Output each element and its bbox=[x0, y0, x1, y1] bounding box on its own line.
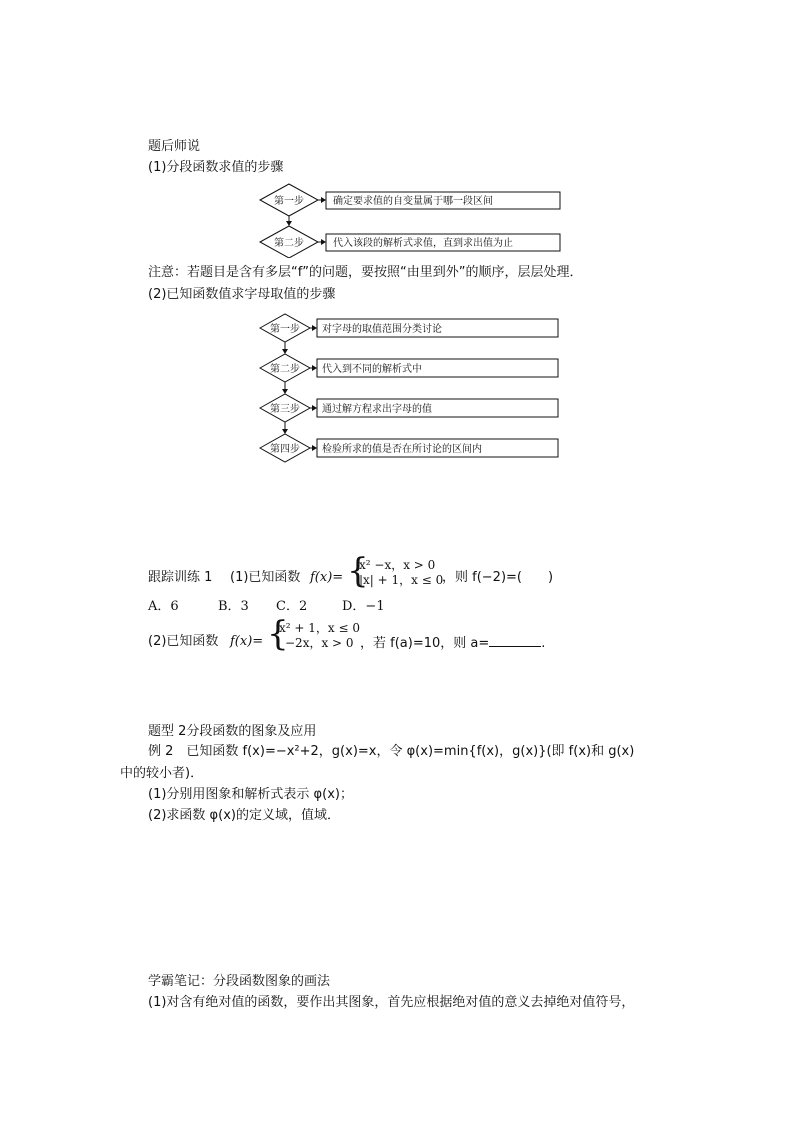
practice-q2-condition: ，若 f(a)=10，则 a= bbox=[360, 636, 490, 651]
practice-label: 跟踪训练 1 bbox=[148, 570, 213, 585]
notes-line-1: (1)对含有绝对值的函数，要作出其图象，首先应根据绝对值的意义去掉绝对值符号， bbox=[148, 995, 635, 1010]
section-heading: 题后师说 bbox=[148, 139, 201, 154]
flow2-step-text: 通过解方程求出字母的值 bbox=[322, 404, 432, 415]
flow1-step-2 bbox=[260, 226, 560, 258]
brace-icon: { bbox=[347, 551, 369, 591]
example-line-2: 中的较小者)． bbox=[120, 766, 204, 781]
note-text: 注意：若题目是含有多层“f”的问题，要按照“由里到外”的顺序，层层处理． bbox=[148, 265, 583, 280]
answer-blank[interactable] bbox=[489, 634, 541, 647]
flowchart-solve-letter bbox=[255, 312, 565, 464]
flow2-step-4 bbox=[260, 434, 558, 462]
choice-c[interactable]: C．2 bbox=[276, 599, 308, 614]
flow1-step-2-text: 代入该段的解析式求值，直到求出值为止 bbox=[333, 238, 513, 249]
practice-q1-suffix: ，则 f(−2)=( ) bbox=[442, 570, 554, 585]
case-line: x² + 1，x ≤ 0 bbox=[279, 621, 360, 635]
brace-icon: { bbox=[267, 614, 289, 654]
flow2-step-3 bbox=[260, 394, 558, 434]
notes-heading: 学霸笔记：分段函数图象的画法 bbox=[148, 974, 331, 989]
practice-q2-fx: f(x)= bbox=[230, 634, 264, 649]
flow2-step-2 bbox=[260, 354, 558, 394]
choice-a[interactable]: A．6 bbox=[148, 599, 179, 614]
flow2-step-1 bbox=[260, 314, 558, 354]
practice-q1-prefix: (1)已知函数 bbox=[230, 570, 301, 585]
case-line: |x| + 1，x ≤ 0 bbox=[359, 573, 444, 587]
flow1-step-1-text: 确定要求值的自变量属于哪一段区间 bbox=[333, 196, 493, 207]
flow2-step-text: 对字母的取值范围分类讨论 bbox=[322, 324, 442, 335]
step-title-1: (1)分段函数求值的步骤 bbox=[148, 160, 284, 175]
choice-b[interactable]: B．3 bbox=[218, 599, 249, 614]
choice-d[interactable]: D．−1 bbox=[342, 599, 385, 614]
step-title-2: (2)已知函数值求字母取值的步骤 bbox=[148, 287, 336, 302]
section2-heading: 题型 2分段函数的图象及应用 bbox=[148, 724, 317, 739]
flow2-step-text: 代入到不同的解析式中 bbox=[322, 364, 422, 375]
flow1-step-2-label: 第二步 bbox=[274, 238, 304, 249]
flowchart-evaluate bbox=[255, 182, 565, 258]
flow2-step-label: 第二步 bbox=[270, 364, 300, 375]
flow2-step-label: 第四步 bbox=[270, 444, 300, 455]
practice-q1-fx: f(x)= bbox=[310, 570, 344, 585]
case-line: −2x，x > 0 bbox=[285, 636, 354, 650]
practice-q2-suffix bbox=[360, 634, 545, 652]
example-question-2: (2)求函数 φ(x)的定义域，值域． bbox=[148, 808, 340, 823]
practice-q2-prefix: (2)已知函数 bbox=[148, 634, 219, 649]
example-question-1: (1)分别用图象和解析式表示 φ(x)； bbox=[148, 787, 353, 802]
flow1-step-1 bbox=[260, 184, 560, 216]
flow2-step-text: 检验所求的值是否在所讨论的区间内 bbox=[322, 444, 482, 455]
flow1-step-1-label: 第一步 bbox=[274, 196, 304, 207]
flow2-step-label: 第三步 bbox=[270, 404, 300, 415]
case-line: x² −x，x > 0 bbox=[359, 558, 436, 572]
practice-q2-end: . bbox=[541, 636, 546, 651]
example-line-1: 例 2 已知函数 f(x)=−x²+2，g(x)=x，令 φ(x)=min{f(x)，g(x)}(即 f(x)和 g(x) bbox=[148, 744, 635, 759]
flow2-step-label: 第一步 bbox=[270, 324, 300, 335]
